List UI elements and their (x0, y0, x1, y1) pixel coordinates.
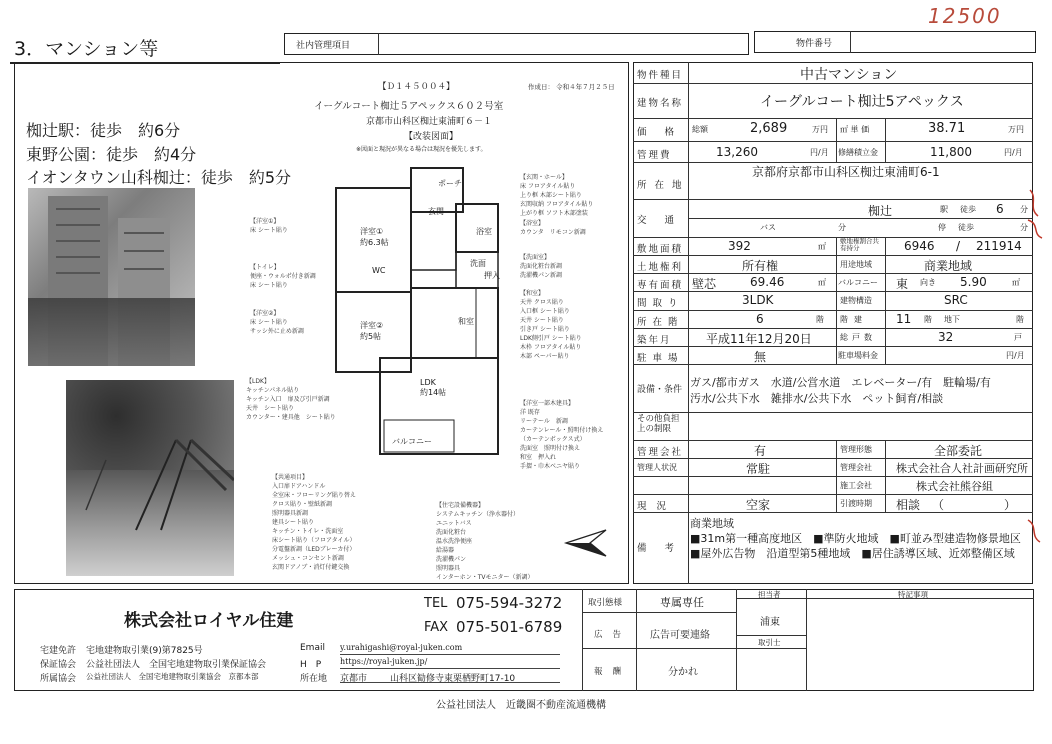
basement-unit: 階 (1016, 315, 1024, 324)
manager-status-label: 管理人状況 (637, 463, 677, 472)
fee-label: 管理費 (637, 150, 672, 161)
transaction-person-label: 取引士 (758, 638, 781, 647)
handwritten-mark (1024, 180, 1050, 550)
land-area-label: 敷地面積 (637, 244, 684, 255)
parking-fee-unit: 円/月 (1006, 351, 1025, 360)
traffic-label: 交通 (637, 215, 693, 226)
property-number-label: 物件番号 (796, 39, 833, 49)
address-value: 京都府京都市山科区椥辻東浦町6-1 (752, 165, 940, 179)
license-label: 宅建免許 (40, 646, 77, 656)
assoc-label: 所属協会 (40, 674, 77, 684)
station-suffix: 駅 (940, 205, 948, 214)
repair-unit: 円/月 (1004, 148, 1023, 157)
hp-label: H P (300, 660, 322, 670)
exclusive-area-value: 69.46 (750, 275, 785, 289)
other-burden-label: その他負担上の制限 (637, 414, 680, 434)
guarantee-label: 保証協会 (40, 660, 77, 670)
bus-stop-label: 停 (938, 223, 946, 232)
price-per-label: ㎡ 単 価 (840, 125, 870, 134)
note-left-3: 【洋室②】 床 シート貼り サッシ外に止め新調 (250, 310, 304, 335)
building-name-value: イーグルコート椥辻5アペックス (760, 94, 964, 110)
share-denominator: 211914 (976, 239, 1022, 253)
fax-number: 075-501-6789 (456, 618, 563, 636)
structure-value: SRC (944, 293, 968, 307)
bus-walk-label: 徒歩 (958, 223, 974, 232)
property-type-label: 物件種目 (637, 70, 684, 81)
note-left-2: 【トイレ】 便座・ウォルポ付き新調 床 シート貼り (250, 264, 316, 289)
building-name-label: 建物名称 (637, 98, 684, 109)
room-porch: ポーチ (438, 179, 462, 188)
address-label: 所在地 (637, 180, 690, 191)
note-right-1: 【玄関・ホール】 床 フロアタイル貼り 上り框 木部シート貼り 玄関収納 フロアタイル貼り 上がり框 ソフト木部塗装 (520, 174, 594, 217)
note-left-5: 【共通項目】 入口扉ドアハンドル 全室床・フローリング貼り替え クロス貼り・壁紙新調 照明器具新調 建具シート貼り キッチン・トイレ・洗面室 床シート貼り（フロアタイル） 分電盤新調（LEDブレーカ付） メッシュ・コンセント新調 玄関ドアノブ・消灯付鍵交換 (272, 474, 356, 571)
ad-label: 広告 (594, 630, 632, 640)
repair-label: 修繕積立金 (838, 148, 878, 157)
floors-unit: 階 (924, 315, 932, 324)
note-right-2: 【浴室】 カウンタ リモコン新調 (520, 220, 586, 236)
share-label: 敷地権割合共有持分 (840, 237, 879, 252)
current-status-value: 空家 (746, 498, 771, 512)
land-right-value: 所有権 (742, 259, 779, 273)
parking-fee-label: 駐車場料金 (838, 351, 878, 360)
land-area-unit: ㎡ (818, 242, 826, 251)
tel-label: TEL (424, 596, 448, 611)
access-line-2: 東野公園：徒歩 約4分 (26, 145, 197, 164)
internal-management-box (284, 33, 749, 55)
room-wash: 洗面 (470, 259, 486, 268)
units-label: 総戸数 (840, 333, 876, 342)
manage-company-value: 株式会社合人社計画研究所 (896, 462, 1028, 475)
location-label: 所在地 (300, 674, 328, 684)
access-line-1: 椥辻駅：徒歩 約6分 (26, 121, 181, 140)
price-per-value: 38.71 (928, 121, 966, 136)
guarantee-value: 公益社団法人 全国宅地建物取引業保証協会 (86, 660, 267, 670)
walk-label: 徒歩 (960, 205, 976, 214)
manage-form-label: 管理形態 (840, 445, 872, 454)
internal-divider (378, 33, 379, 55)
email-label: Email (300, 643, 325, 653)
park-photo (66, 380, 234, 576)
handover-paren: （ ） (932, 498, 1017, 512)
price-total-value: 2,689 (750, 121, 788, 136)
property-number-divider (850, 31, 851, 53)
handover-label: 引渡時期 (840, 499, 872, 508)
facilities-line-2: 汚水/公共下水 雑排水/公共下水 ペット飼育/相談 (690, 392, 944, 405)
exclusive-area-type: 壁芯 (692, 277, 717, 291)
room-ldk: LDK 約14帖 (420, 378, 447, 397)
floors-label: 階建 (840, 315, 868, 324)
access-line-3: イオンタウン山科椥辻：徒歩 約5分 (26, 168, 292, 187)
manager-value: 有 (754, 444, 767, 458)
balcony-area-unit: ㎡ (1012, 278, 1020, 287)
price-unit: 万円 (812, 125, 828, 134)
manager-label: 管理会社 (637, 447, 684, 458)
building-photo (28, 188, 195, 366)
repair-value: 11,800 (930, 145, 972, 159)
units-value: 32 (938, 330, 954, 344)
location-city: 京都市 (340, 674, 368, 684)
room-bath: 浴室 (476, 227, 492, 236)
room-western2: 洋室② 約5帖 (360, 321, 384, 341)
assoc-value: 公益社団法人 全国宅地建物取引業協会 京都本部 (86, 672, 259, 681)
zoning-label: 用途地域 (840, 260, 872, 269)
balcony-direction-suffix: 向き (920, 278, 936, 287)
note-right-4: 【和室】 天井 クロス貼り 入口框 シート貼り 天井 シート貼り 引き戸 シート貼り LDK側引戸 シート貼り 木枠 フロアタイル貼り 木部 ペーパー貼り (520, 290, 582, 360)
floor-value: 6 (756, 312, 764, 326)
staff-label: 担当者 (758, 590, 781, 599)
basement-label: 地下 (944, 315, 960, 324)
share-slash: / (956, 239, 961, 253)
floors-value: 11 (896, 312, 912, 326)
built-label: 築年月 (637, 335, 672, 346)
room-japanese: 和室 (458, 317, 474, 326)
plan-code: 【Ｄ１４５００４】 (378, 82, 455, 92)
note-right-5: 【洋室一部木建具】 洋 既存 リーテール 新調 カーテンレール・照明付け換え （カーテンボックス式） 洗面室 照明付け換え 和室 押入れ 手摺・巾木ベニヤ貼り (520, 400, 604, 470)
floor-unit: 階 (816, 315, 824, 324)
floor-label: 所在階 (637, 317, 684, 328)
balcony-area: 5.90 (960, 275, 987, 289)
walk-unit: 分 (1020, 205, 1028, 214)
units-unit: 戸 (1014, 333, 1022, 342)
price-per-unit: 万円 (1008, 125, 1024, 134)
staff-value: 浦東 (760, 617, 780, 628)
share-numerator: 6946 (904, 239, 935, 253)
remarks-label: 備考 (637, 543, 693, 554)
note-right-6: 【住宅設備機器】 システムキッチン（浄水器付） ユニットバス 洗面化粧台 温水洗浄便座 給湯器 洗濯機パン 照明器具 インターホン・TVモニター（新調） (436, 502, 534, 581)
builder-label: 施工会社 (840, 481, 872, 490)
fee-value: 分かれ (668, 667, 698, 678)
room-entrance: 玄関 (428, 207, 444, 216)
balcony-label: バルコニー (838, 278, 878, 287)
structure-label: 建物構造 (840, 296, 872, 305)
license-value: 宅地建物取引業(9)第7825号 (86, 646, 203, 656)
station-value: 椥辻 (868, 204, 893, 218)
fee-value: 13,260 (716, 145, 758, 159)
bus-unit: 分 (838, 223, 846, 232)
fee-unit: 円/月 (810, 148, 829, 157)
note-left-4: 【LDK】 キッチンパネル貼り キッチン入口 扉及び引戸新調 天井 シート貼り カウンター・建具他 シート貼り (246, 378, 336, 421)
plan-address: 京都市山科区椥辻東浦町６－１ (366, 117, 493, 127)
manager-status-value: 常駐 (746, 462, 771, 476)
special-notes-label: 特記事項 (898, 590, 928, 599)
organization: 公益社団法人 近畿圏不動産流通機構 (436, 700, 606, 711)
property-type-value: 中古マンション (800, 67, 898, 83)
room-closet: 押入 (484, 271, 500, 280)
current-status-label: 現況 (637, 501, 677, 512)
builder-value: 株式会社熊谷組 (916, 480, 993, 493)
land-right-label: 土地権利 (637, 262, 684, 273)
walk-minutes: 6 (996, 202, 1004, 216)
tel-number: 075-594-3272 (456, 594, 563, 612)
remarks-line-1: 商業地域 (690, 517, 734, 530)
balcony-direction: 東 (896, 277, 909, 291)
note-left-1: 【洋室①】 床 シート貼り (250, 218, 288, 234)
facilities-label: 設備・条件 (637, 385, 683, 395)
hp-value[interactable]: https://royal-juken.jp/ (340, 657, 428, 666)
facilities-line-1: ガス/都市ガス 水道/公営水道 エレベーター/有 駐輪場/有 (690, 376, 991, 389)
internal-management-label: 社内管理項目 (296, 41, 351, 51)
layout-label: 間取り (637, 298, 684, 309)
section-title: 3．マンション等 (14, 38, 159, 60)
zoning-value: 商業地域 (924, 259, 973, 273)
room-wc: WC (372, 266, 386, 275)
manage-form-value: 全部委託 (934, 444, 983, 458)
land-area-value: 392 (728, 239, 751, 253)
parking-label: 駐車場 (637, 353, 684, 364)
room-balcony: バルコニー (392, 437, 432, 446)
built-value: 平成11年12月20日 (706, 332, 812, 346)
remarks-line-3: ■屋外広告物 沿道型第5種地域 ■居住誘導区域、近郊整備区域 (690, 547, 1015, 560)
remarks-line-2: ■31m第一種高度地区 ■準防火地域 ■町並み型建造物修景地区 (690, 532, 1021, 545)
exclusive-area-unit: ㎡ (818, 278, 826, 287)
fax-label: FAX (424, 620, 449, 635)
manage-company-label: 管理会社 (840, 463, 872, 472)
exclusive-area-label: 専有面積 (637, 280, 684, 291)
email-value[interactable]: y.urahigashi@royal-juken.com (340, 643, 463, 652)
layout-value: 3LDK (742, 293, 774, 307)
floor-plan (330, 160, 500, 470)
plan-title: 【改装図面】 (404, 132, 459, 142)
transaction-value: 専属専任 (660, 596, 704, 609)
company-name: 株式会社ロイヤル住建 (124, 611, 294, 631)
location-value: 山科区勧修寺東栗栖野町17-10 (390, 674, 516, 684)
price-label: 価格 (637, 127, 693, 138)
bus-label: バス (760, 223, 776, 232)
plan-note: ※図面と現況が異なる場合は現況を優先します。 (356, 146, 487, 153)
parking-value: 無 (754, 350, 767, 364)
plan-date: 作成日： 令和４年７月２５日 (528, 83, 615, 91)
handover-value: 相談 (896, 498, 921, 512)
ad-value: 広告可要連絡 (650, 630, 710, 641)
handwritten-number: 12500 (928, 4, 1002, 28)
fee-label: 報酬 (594, 667, 632, 677)
price-total-label: 総額 (692, 125, 708, 134)
plan-name: イーグルコート椥辻５アペックス６０２号室 (314, 101, 504, 112)
note-right-3: 【洗面室】 洗面化粧台新調 洗濯機パン新調 (520, 254, 563, 279)
room-western1: 洋室① 約6.3帖 (360, 227, 389, 247)
bus-walk-unit: 分 (1020, 223, 1028, 232)
north-arrow-icon (562, 526, 608, 560)
transaction-label: 取引態様 (588, 598, 623, 608)
